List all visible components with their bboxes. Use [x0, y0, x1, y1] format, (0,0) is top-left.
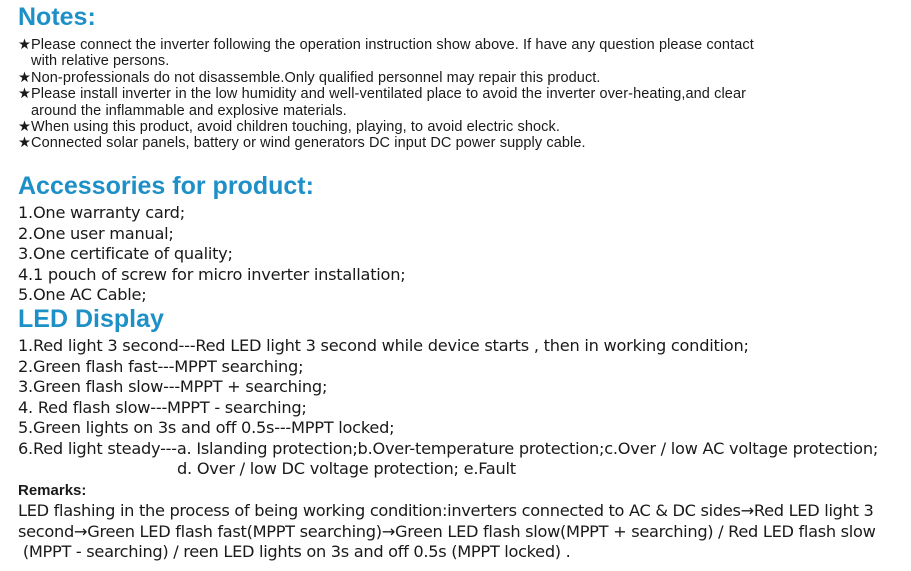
note-text-continued: with relative persons. — [31, 53, 170, 70]
star-icon: ★ — [18, 37, 31, 53]
star-icon: ★ — [18, 69, 31, 86]
led-item: 4. Red flash slow---MPPT - searching; — [18, 397, 307, 417]
accessories-heading: Accessories for product: — [18, 172, 314, 200]
star-icon: ★ — [18, 86, 31, 103]
note-item — [18, 135, 898, 151]
accessory-item: 1.One warranty card; — [18, 203, 185, 222]
remarks-text — [18, 501, 903, 563]
accessory-item: 4.1 pouch of screw for micro inverter installation; — [18, 264, 406, 284]
remarks-line: (MPPT - searching) / reen LED lights on 3s and off 0.5s (MPPT locked) . — [18, 542, 571, 561]
note-item — [18, 37, 898, 70]
remarks-line: second→Green LED flash fast(MPPT searching)→Green LED flash slow(MPPT + searching) / Red LED flash slow — [18, 521, 876, 541]
note-text: Connected solar panels, battery or wind generators DC input DC power supply cable. — [31, 135, 586, 152]
accessory-item: 2.One user manual; — [18, 223, 174, 243]
note-text-continued: around the inflammable and explosive materials. — [31, 102, 347, 119]
note-text: Please connect the inverter following the operation instruction show above. If have any question please contact — [31, 37, 754, 53]
led-item: 6.Red light steady---a. Islanding protection;b.Over-temperature protection;c.Over / low AC voltage protection; — [18, 438, 879, 458]
led-item: 5.Green lights on 3s and off 0.5s---MPPT locked; — [18, 418, 395, 437]
remarks-heading: Remarks: — [18, 482, 87, 499]
note-item — [18, 86, 898, 119]
note-text: Non-professionals do not disassemble.Only qualified personnel may repair this product. — [31, 69, 601, 86]
led-display-heading: LED Display — [18, 305, 164, 333]
note-item — [18, 70, 898, 86]
note-item — [18, 119, 898, 135]
accessories-list — [18, 203, 405, 306]
note-text: When using this product, avoid children touching, playing, to avoid electric shock. — [31, 119, 560, 136]
note-text: Please install inverter in the low humidity and well-ventilated place to avoid the inverter over-heating,and clear — [31, 86, 747, 103]
accessory-item: 5.One AC Cable; — [18, 285, 147, 304]
star-icon: ★ — [18, 119, 31, 136]
accessory-item: 3.One certificate of quality; — [18, 244, 233, 263]
notes-list — [18, 37, 898, 152]
led-item-continued: d. Over / low DC voltage protection; e.Fault — [177, 459, 516, 478]
star-icon: ★ — [18, 135, 31, 152]
led-item: 1.Red light 3 second---Red LED light 3 second while device starts , then in working condition; — [18, 336, 749, 355]
led-display-list — [18, 336, 903, 480]
led-item: 3.Green flash slow---MPPT + searching; — [18, 377, 328, 396]
led-item: 2.Green flash fast---MPPT searching; — [18, 356, 304, 376]
remarks-line: LED flashing in the process of being working condition:inverters connected to AC & DC sides→Red LED light 3 — [18, 501, 874, 520]
notes-heading: Notes: — [18, 3, 96, 31]
